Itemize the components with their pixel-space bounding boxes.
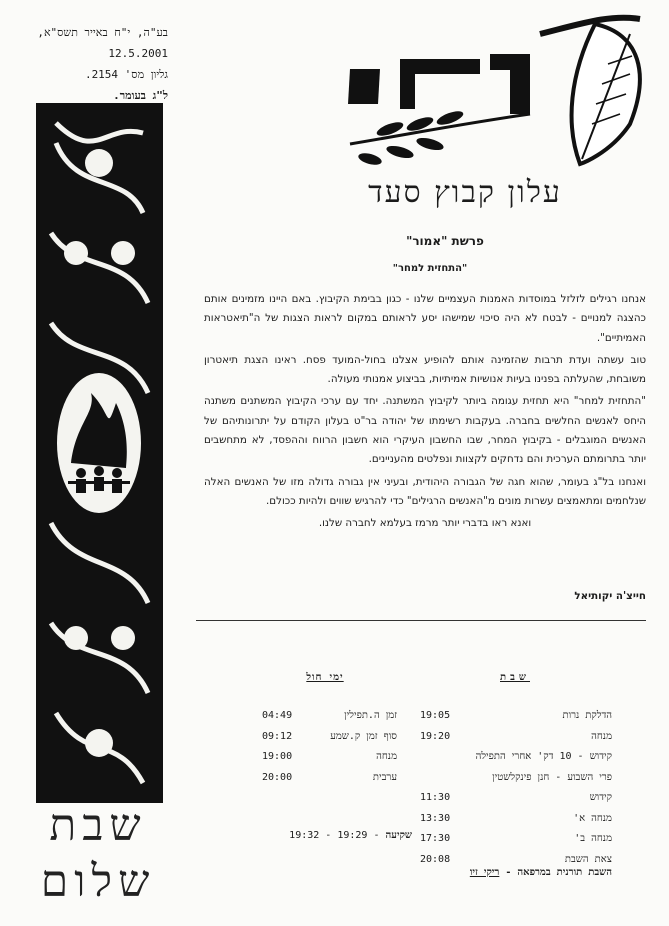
schedule-time: 19:20 bbox=[420, 730, 451, 742]
article-paragraph: טוב עשתה ועדת תרבות שהזמינה אותם להופיע אצלנו בחול-המועד פסח. ראינו הצגת תיאטרון משובחת, שהעלתה בפנינו בעיות אנושיות אמיתיות, בביצוע אמנותי מעולה. bbox=[204, 353, 646, 386]
article-paragraph: אנחנו רגילים לזלזל במוסדות האמנות העצמיים שלנו - כגון בבימת הקיבוץ. באם היינו מזמינים אותם כהצגה למנויים - לבטח לא היה סיכוי שמישהו יסע לראותם במקום לראות הצגות של ה"תיאטראות האמיתיים". bbox=[204, 293, 646, 344]
civil-date: 12.5.2001 bbox=[108, 47, 168, 60]
schedule-label: פרי השבוע - חנן פינקלשטין bbox=[492, 771, 612, 783]
schedule-label: מנחה bbox=[376, 751, 397, 762]
issue-header bbox=[18, 22, 168, 106]
alim-logo bbox=[330, 14, 650, 174]
schedule-time: 19:00 bbox=[262, 751, 293, 762]
footer-line-shabbat: שבת bbox=[49, 800, 147, 851]
schedule-label: הדלקת נרות bbox=[562, 710, 612, 721]
omer-day: ל"ג בעומר. bbox=[113, 89, 168, 102]
shabbat-schedule bbox=[420, 706, 612, 870]
schedule-row bbox=[262, 706, 397, 727]
shabbat-heading: שבת bbox=[500, 672, 530, 683]
clinic-duty-line bbox=[380, 867, 612, 878]
schedule-time: 09:12 bbox=[262, 730, 293, 742]
footer-line-shalom: שלום bbox=[40, 856, 156, 907]
weekday-schedule bbox=[262, 706, 397, 788]
schedule-row bbox=[262, 768, 397, 789]
schedule-time: 11:30 bbox=[420, 792, 451, 803]
article-paragraph: ואנא ראו בדברי יותר מרמז בעלמא לחברה שלנו. bbox=[318, 517, 532, 530]
article-title: "התחזית למחר" bbox=[392, 263, 468, 274]
sunset-label: שקיעה bbox=[385, 830, 412, 841]
schedule-label: ערבית bbox=[372, 771, 397, 783]
section-divider bbox=[196, 620, 646, 621]
sunset-line: 19:32 - 19:29 - שקיעה bbox=[289, 830, 412, 841]
schedule-row bbox=[420, 747, 612, 768]
article-signature: חייצ'ה יקותיאל bbox=[574, 590, 646, 602]
weekday-heading: ימי חול bbox=[306, 672, 344, 683]
schedule-row bbox=[420, 809, 612, 830]
schedule-time: 17:30 bbox=[420, 833, 451, 844]
schedule-label: מנחה א' bbox=[573, 812, 612, 824]
sunset-times: 19:32 - 19:29 bbox=[289, 830, 368, 841]
hebrew-date: בע"ה, י"ח באייר תשס"א, bbox=[37, 26, 168, 39]
schedule-row bbox=[420, 788, 612, 809]
schedule-time: 20:00 bbox=[262, 771, 293, 783]
schedule-label: זמן ה.תפילין bbox=[344, 710, 397, 721]
schedule-label: צאת השבת bbox=[564, 853, 612, 865]
schedule-row bbox=[262, 747, 397, 768]
schedule-label: קידוש - 10 דק' אחרי התפילה bbox=[475, 751, 612, 762]
schedule-label: מנחה bbox=[591, 730, 612, 742]
parasha-title: פרשת "אמור" bbox=[406, 234, 484, 248]
article-paragraph: ואנחנו בל"ג בעומר, שהוא חגה של הגבורה היהודית, ובעיני אין גבורה גדולה מזו של האנשים האלה שנלחמים ומתאמצים עשרות מונים מ"האנשים הרגילים" כדי להרגיש שווים ולהיות ככולם. bbox=[204, 475, 646, 507]
schedule-time: 20:08 bbox=[420, 853, 451, 865]
schedule-label: סוף זמן ק.שמע bbox=[330, 730, 397, 742]
schedule-row bbox=[420, 768, 612, 789]
article-paragraph: "התחזית למחר" היא תחזית עגומה ביותר לקיבוץ המשתנה. יחד עם ערכי הקיבוץ המשתנים משתנה היחס לאנשים החלשים בחברה. בעקבות רשימתו של יהודה בר"ט בעלון הקודם על יתרונותיהם של האנשים המוגבלים - בקיבוץ המחר, שבו החשבון העיקרי הוא חשבון הרווח וההפסד, לא מתחשבים יותר בתרומתם הערכית והם נדחקים לקצוות ונפלטים מהעניינים. bbox=[204, 395, 646, 466]
article-body bbox=[204, 290, 646, 537]
schedule-row bbox=[420, 706, 612, 727]
issue-number: גליון מס' 2154. bbox=[84, 68, 168, 81]
schedule-time: 19:05 bbox=[420, 710, 451, 721]
clinic-duty-name: ריקי זיו bbox=[469, 867, 500, 878]
schedule-label: מנחה ב' bbox=[574, 833, 612, 844]
schedule-row bbox=[420, 829, 612, 850]
newsletter-subtitle: עלון קבוץ סעד bbox=[368, 175, 562, 210]
schedule-time: 13:30 bbox=[420, 812, 451, 824]
schedule-row bbox=[420, 727, 612, 748]
clinic-duty-label: השבת תורנית במרפאה - bbox=[499, 867, 612, 878]
schedule-label: קידוש bbox=[589, 792, 612, 803]
schedule-row bbox=[262, 727, 397, 748]
papercut-ornament bbox=[36, 103, 163, 803]
shabbat-shalom-footer bbox=[18, 798, 178, 910]
schedule-time: 04:49 bbox=[262, 710, 293, 721]
